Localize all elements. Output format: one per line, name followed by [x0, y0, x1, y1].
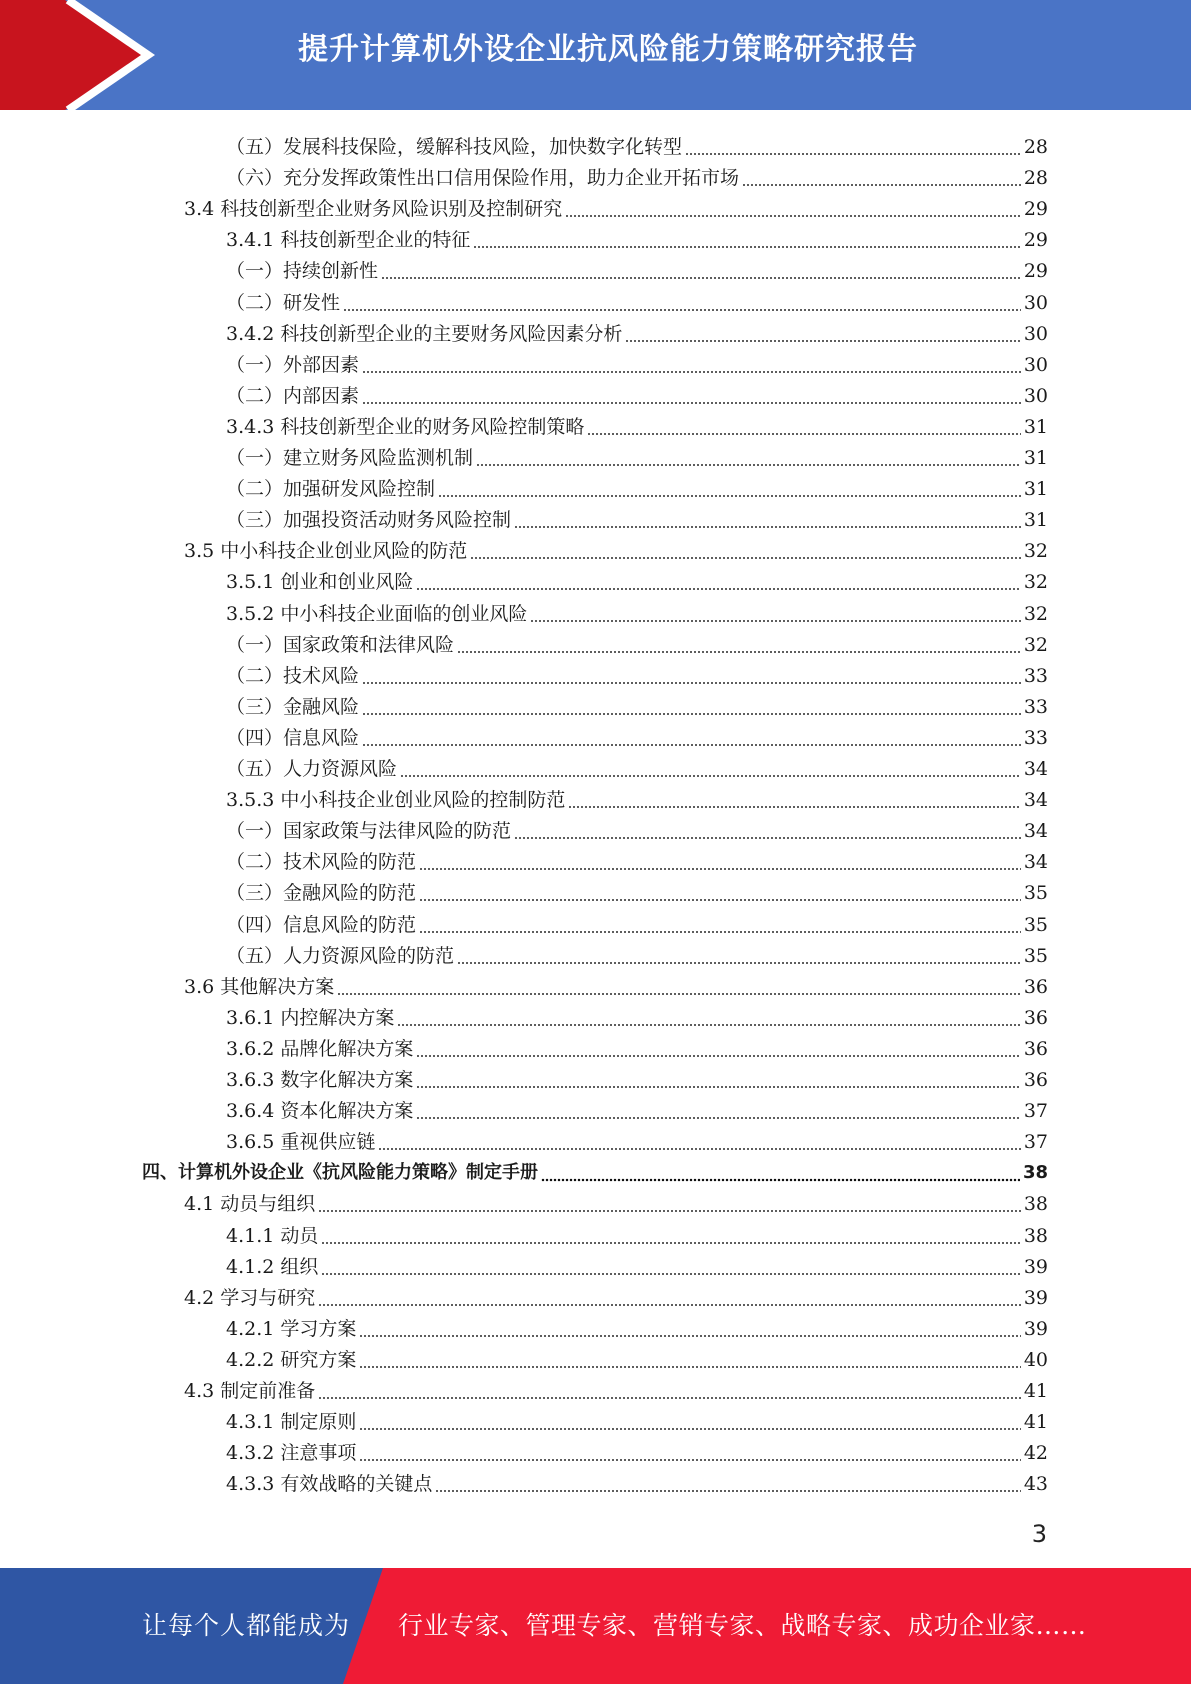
toc-entry-page: 39	[1023, 1255, 1048, 1278]
toc-entry[interactable]	[226, 687, 1048, 718]
toc-entry-title: 4.2.2 研究方案	[226, 1348, 357, 1371]
toc-dot-leader	[514, 820, 1021, 842]
toc-dot-leader	[362, 696, 1021, 718]
toc-entry-title: 3.5.3 中小科技企业创业风险的控制防范	[226, 789, 566, 812]
toc-entry[interactable]	[226, 1433, 1048, 1464]
toc-entry-title: （六）充分发挥政策性出口信用保险作用，助力企业开拓市场	[226, 167, 740, 190]
toc-entry-page: 30	[1023, 322, 1048, 345]
toc-dot-leader	[476, 447, 1021, 469]
toc-entry-page: 41	[1023, 1380, 1048, 1402]
toc-dot-leader	[416, 1100, 1020, 1122]
toc-entry-title: 3.4.1 科技创新型企业的特征	[226, 229, 471, 252]
toc-dot-leader	[416, 571, 1020, 593]
toc-entry-page: 29	[1023, 198, 1048, 221]
toc-entry[interactable]	[226, 936, 1048, 967]
toc-entry-title: 4.1 动员与组织	[184, 1193, 316, 1216]
toc-entry-page: 33	[1023, 664, 1048, 687]
report-title: 提升计算机外设企业抗风险能力策略研究报告	[298, 32, 918, 67]
toc-entry[interactable]	[226, 376, 1048, 407]
toc-entry[interactable]	[226, 500, 1048, 531]
toc-dot-leader	[470, 540, 1021, 562]
toc-dot-leader	[514, 509, 1021, 531]
toc-entry[interactable]	[226, 780, 1048, 811]
toc-entry-page: 40	[1023, 1348, 1048, 1371]
toc-entry-page: 30	[1023, 291, 1048, 314]
toc-entry-title: 3.5.2 中小科技企业面临的创业风险	[226, 602, 528, 625]
toc-entry-title: （一）建立财务风险监测机制	[226, 447, 474, 469]
toc-entry-page: 38	[1022, 1162, 1048, 1184]
toc-dot-leader	[457, 634, 1021, 656]
page-footer	[0, 1568, 1191, 1684]
page-header	[0, 0, 1191, 110]
toc-entry-title: 3.5.1 创业和创业风险	[226, 571, 414, 594]
toc-entry-title: 4.3.3 有效战略的关键点	[226, 1473, 433, 1496]
toc-entry-page: 36	[1023, 1069, 1048, 1091]
toc-dot-leader	[321, 1256, 1020, 1278]
toc-entry[interactable]	[184, 1184, 1048, 1215]
toc-entry[interactable]	[226, 251, 1048, 282]
toc-entry-page: 43	[1023, 1473, 1048, 1496]
toc-entry-title: （二）加强研发风险控制	[226, 478, 436, 501]
toc-entry-title: （二）研发性	[226, 291, 341, 314]
toc-entry-page: 33	[1023, 695, 1048, 718]
toc-dot-leader	[565, 198, 1021, 220]
toc-dot-leader	[435, 1473, 1020, 1495]
toc-entry-page: 39	[1023, 1286, 1048, 1309]
toc-dot-leader	[419, 851, 1021, 873]
toc-entry-title: 3.6.3 数字化解决方案	[226, 1069, 414, 1091]
toc-entry[interactable]	[226, 1247, 1048, 1278]
toc-entry[interactable]	[226, 1309, 1048, 1340]
toc-entry-title: 4.3 制定前准备	[184, 1380, 316, 1402]
toc-entry[interactable]	[226, 1402, 1048, 1433]
toc-entry-page: 31	[1023, 509, 1048, 532]
toc-entry-page: 34	[1023, 820, 1048, 843]
toc-dot-leader	[541, 1162, 1020, 1184]
toc-dot-leader	[343, 292, 1021, 314]
toc-entry-title: 4.3.2 注意事项	[226, 1442, 357, 1465]
toc-entry-title: （一）持续创新性	[226, 260, 379, 283]
toc-entry-page: 35	[1023, 913, 1048, 936]
toc-dot-leader	[400, 758, 1021, 780]
toc-entry-page: 38	[1023, 1224, 1048, 1247]
toc-entry-page: 29	[1023, 260, 1048, 283]
toc-entry-page: 30	[1023, 384, 1048, 407]
toc-entry[interactable]	[184, 967, 1048, 998]
toc-entry[interactable]	[226, 1122, 1048, 1153]
toc-entry-title: 4.1.2 组织	[226, 1255, 319, 1278]
toc-entry[interactable]	[226, 873, 1048, 904]
toc-entry[interactable]	[184, 531, 1048, 562]
toc-entry-title: （二）技术风险	[226, 664, 360, 687]
toc-entry[interactable]	[226, 345, 1048, 376]
toc-entry[interactable]	[226, 842, 1048, 873]
toc-entry[interactable]	[226, 469, 1048, 500]
toc-dot-leader	[362, 385, 1021, 407]
toc-entry-page: 28	[1023, 167, 1048, 190]
toc-entry-title: 4.3.1 制定原则	[226, 1411, 357, 1434]
toc-dot-leader	[359, 1349, 1020, 1371]
toc-entry-page: 31	[1023, 478, 1048, 501]
toc-entry-title: 3.4.2 科技创新型企业的主要财务风险因素分析	[226, 322, 623, 345]
toc-dot-leader	[473, 229, 1020, 251]
toc-entry-title: 3.6 其他解决方案	[184, 975, 335, 998]
toc-dot-leader	[362, 354, 1021, 376]
toc-entry-page: 28	[1023, 136, 1048, 158]
toc-entry-page: 31	[1023, 447, 1048, 469]
toc-entry-title: （二）技术风险的防范	[226, 851, 417, 874]
toc-entry-page: 39	[1023, 1317, 1048, 1340]
toc-entry-page: 32	[1023, 602, 1048, 625]
toc-dot-leader	[359, 1318, 1020, 1340]
toc-entry-page: 30	[1023, 353, 1048, 376]
toc-dot-leader	[416, 1038, 1020, 1060]
toc-entry[interactable]	[226, 314, 1048, 345]
toc-entry[interactable]	[226, 625, 1048, 656]
toc-entry[interactable]	[226, 1216, 1048, 1247]
toc-entry-page: 34	[1023, 758, 1048, 780]
toc-entry[interactable]	[226, 1060, 1048, 1091]
toc-dot-leader	[337, 976, 1021, 998]
toc-entry-title: （三）金融风险	[226, 695, 360, 718]
toc-entry-page: 42	[1023, 1442, 1048, 1465]
toc-entry-page: 36	[1023, 1037, 1048, 1060]
toc-entry-title: 3.6.4 资本化解决方案	[226, 1100, 414, 1123]
toc-dot-leader	[742, 167, 1021, 189]
toc-entry-title: 4.2.1 学习方案	[226, 1317, 357, 1340]
toc-dot-leader	[438, 478, 1021, 500]
toc-dot-leader	[568, 789, 1020, 811]
toc-entry-title: （一）国家政策与法律风险的防范	[226, 820, 512, 843]
toc-dot-leader	[359, 1442, 1020, 1464]
toc-dot-leader	[318, 1193, 1021, 1215]
toc-entry-page: 29	[1023, 229, 1048, 252]
toc-dot-leader	[685, 136, 1021, 158]
toc-entry[interactable]	[226, 998, 1048, 1029]
toc-entry-title: （三）加强投资活动财务风险控制	[226, 509, 512, 532]
toc-entry-page: 31	[1023, 415, 1048, 438]
toc-entry-page: 33	[1023, 726, 1048, 749]
toc-entry-title: 3.5 中小科技企业创业风险的防范	[184, 540, 468, 563]
toc-entry[interactable]	[226, 594, 1048, 625]
toc-entry-page: 32	[1023, 633, 1048, 656]
toc-entry-page: 38	[1023, 1193, 1048, 1216]
toc-entry[interactable]	[226, 1464, 1048, 1495]
toc-entry-title: （三）金融风险的防范	[226, 882, 417, 905]
toc-entry-page: 37	[1023, 1100, 1048, 1123]
toc-entry-title: （二）内部因素	[226, 384, 360, 407]
toc-entry-title: 4.2 学习与研究	[184, 1286, 316, 1309]
toc-dot-leader	[419, 914, 1021, 936]
toc-entry-title: 四、计算机外设企业《抗风险能力策略》制定手册	[142, 1162, 538, 1184]
toc-dot-leader	[397, 1007, 1020, 1029]
toc-dot-leader	[530, 603, 1020, 625]
toc-dot-leader	[416, 1069, 1020, 1091]
footer-slogan-lead: 让每个人都能成为	[142, 1611, 351, 1640]
toc-entry[interactable]	[226, 1029, 1048, 1060]
page-number: 3	[1031, 1520, 1047, 1548]
toc-entry-title: 4.1.1 动员	[226, 1224, 319, 1247]
toc-entry[interactable]	[226, 1091, 1048, 1122]
toc-entry-title: （五）发展科技保险，缓解科技风险，加快数字化转型	[226, 136, 683, 158]
toc-dot-leader	[318, 1287, 1021, 1309]
toc-entry[interactable]	[142, 1153, 1048, 1184]
toc-dot-leader	[359, 1411, 1020, 1433]
toc-entry-title: （一）外部因素	[226, 353, 360, 376]
toc-entry-title: 3.4 科技创新型企业财务风险识别及控制研究	[184, 198, 563, 221]
toc-entry-title: 3.6.1 内控解决方案	[226, 1006, 395, 1029]
toc-entry[interactable]	[226, 562, 1048, 593]
toc-entry[interactable]	[226, 127, 1048, 158]
toc-entry[interactable]	[226, 905, 1048, 936]
toc-dot-leader	[419, 882, 1021, 904]
toc-entry-page: 41	[1023, 1411, 1048, 1434]
toc-dot-leader	[378, 1131, 1020, 1153]
toc-dot-leader	[362, 665, 1021, 687]
toc-entry-title: （四）信息风险	[226, 726, 360, 749]
toc-entry[interactable]	[226, 283, 1048, 314]
toc-dot-leader	[321, 1225, 1020, 1247]
toc-entry-page: 36	[1023, 975, 1048, 998]
toc-entry-page: 32	[1023, 540, 1048, 563]
toc-entry-title: （一）国家政策和法律风险	[226, 633, 455, 656]
toc-entry[interactable]	[226, 718, 1048, 749]
toc-entry[interactable]	[184, 1278, 1048, 1309]
toc-entry[interactable]	[226, 438, 1048, 469]
toc-entry[interactable]	[184, 189, 1048, 220]
toc-dot-leader	[318, 1380, 1021, 1402]
toc-entry-page: 32	[1023, 571, 1048, 594]
toc-entry[interactable]	[226, 220, 1048, 251]
toc-entry-title: （五）人力资源风险的防范	[226, 944, 455, 967]
toc-dot-leader	[625, 323, 1020, 345]
toc-entry[interactable]	[184, 1371, 1048, 1402]
toc-entry-page: 36	[1023, 1006, 1048, 1029]
toc-entry[interactable]	[226, 1340, 1048, 1371]
toc-entry[interactable]	[226, 656, 1048, 687]
toc-dot-leader	[362, 727, 1021, 749]
toc-entry-title: 3.6.2 品牌化解决方案	[226, 1037, 414, 1060]
toc-entry-title: （四）信息风险的防范	[226, 913, 417, 936]
toc-entry[interactable]	[226, 811, 1048, 842]
footer-slogan-roles: 行业专家、管理专家、营销专家、战略专家、成功企业家……	[398, 1611, 1087, 1640]
toc-entry[interactable]	[226, 407, 1048, 438]
toc-entry-page: 37	[1023, 1131, 1048, 1154]
toc-entry-page: 35	[1023, 944, 1048, 967]
toc-entry-title: （五）人力资源风险	[226, 758, 398, 780]
toc-dot-leader	[587, 416, 1020, 438]
toc-entry[interactable]	[226, 749, 1048, 780]
toc-entry-page: 35	[1023, 882, 1048, 905]
toc-entry-page: 34	[1023, 789, 1048, 812]
toc-entry-title: 3.6.5 重视供应链	[226, 1131, 376, 1154]
toc-entry[interactable]	[226, 158, 1048, 189]
toc-entry-title: 3.4.3 科技创新型企业的财务风险控制策略	[226, 415, 585, 438]
toc-dot-leader	[381, 260, 1021, 282]
toc-entry-page: 34	[1023, 851, 1048, 874]
toc-dot-leader	[457, 945, 1021, 967]
